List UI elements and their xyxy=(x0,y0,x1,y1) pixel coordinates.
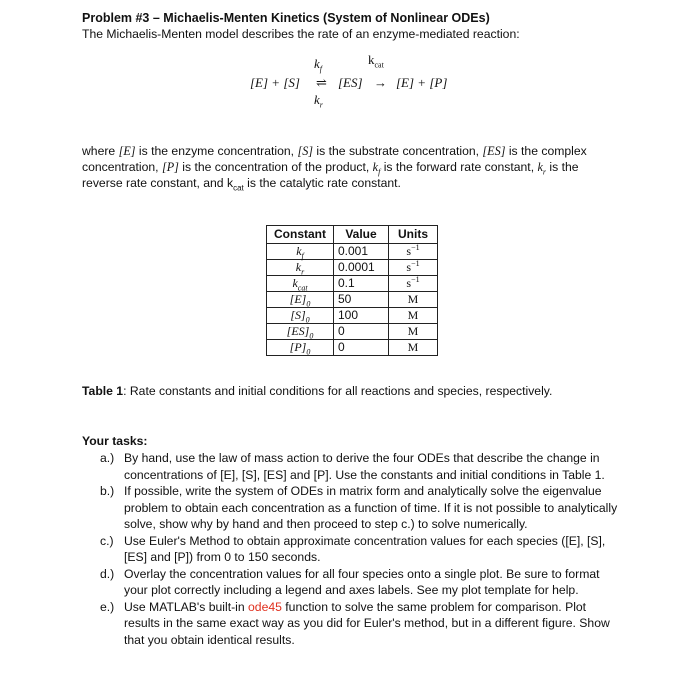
table-row xyxy=(267,324,438,340)
tasks-heading: Your tasks: xyxy=(82,434,148,448)
task-label: e.) xyxy=(100,599,115,614)
constants-table xyxy=(266,225,438,356)
reaction-equation xyxy=(250,52,470,112)
row-value: 0 xyxy=(334,340,389,356)
list-item xyxy=(100,599,620,649)
row-constant: $[E]_0$ xyxy=(267,292,334,308)
complex: [ES] xyxy=(338,75,363,90)
header-units: Units xyxy=(389,226,438,244)
row-unit: M xyxy=(389,292,438,308)
table-row xyxy=(267,292,438,308)
row-unit: M xyxy=(389,324,438,340)
list-item xyxy=(100,483,620,533)
task-text: Overlay the concentration values for all four species onto a single plot. Be sure to format your plot correctly including a legend and axes labels. See my plot template for help. xyxy=(124,566,600,597)
row-unit: M xyxy=(389,340,438,356)
task-label: a.) xyxy=(100,451,115,465)
tasks-list xyxy=(100,450,620,648)
problem-title: Problem #3 – Michaelis-Menten Kinetics (System of Nonlinear ODEs) xyxy=(82,11,490,25)
table-header-row xyxy=(267,226,438,244)
forward-arrow: → xyxy=(374,75,387,90)
task-label: d.) xyxy=(100,566,115,581)
table-row xyxy=(267,244,438,260)
row-constant: $[S]_0$ xyxy=(267,308,334,324)
table-row xyxy=(267,276,438,292)
task-text: Use Euler's Method to obtain approximate concentration values for each species ([E], [S], [ES] and [P]) from 0 to 150 seconds. xyxy=(124,533,606,564)
task-text: By hand, use the law of mass action to derive the four ODEs that describe the change in concentrations of [E], [S], [ES] and [P]. Use the constants and initial conditions in Table 1. xyxy=(124,451,605,482)
products: [E] + [P] xyxy=(396,75,448,90)
row-value: 100 xyxy=(334,308,389,324)
row-constant: $k_f$ xyxy=(267,244,334,260)
table-row xyxy=(267,340,438,356)
caption-text: : Rate constants and initial conditions for all reactions and species, respectively. xyxy=(123,384,553,398)
task-label: b.) xyxy=(100,484,115,498)
caption-label: Table 1 xyxy=(82,384,124,398)
list-item xyxy=(100,450,620,483)
header-constant: Constant xyxy=(267,226,334,244)
equilibrium-arrow: ⇌ xyxy=(316,75,327,90)
task-text: If possible, write the system of ODEs in matrix form and analytically solve the eigenvalue problem to obtain each concentration as a function of time. If it is not possible to analytically solve, show why by hand and then proceed to step c.) to solve numerically. xyxy=(124,484,618,531)
kr-label: $k_r$ xyxy=(314,92,323,110)
row-unit: $s^{-1}$ xyxy=(389,260,438,276)
row-unit: M xyxy=(389,308,438,324)
kf-label: $k_f$ xyxy=(314,56,323,74)
table-row xyxy=(267,308,438,324)
kcat-label: $k_{cat}$ xyxy=(368,52,384,70)
row-value: 0 xyxy=(334,324,389,340)
header-value: Value xyxy=(334,226,389,244)
row-unit: $s^{-1}$ xyxy=(389,276,438,292)
table-row xyxy=(267,260,438,276)
list-item xyxy=(100,566,620,599)
row-value: 50 xyxy=(334,292,389,308)
row-unit: $s^{-1}$ xyxy=(389,244,438,260)
row-value: 0.001 xyxy=(334,244,389,260)
intro-text: The Michaelis-Menten model describes the rate of an enzyme-mediated reaction: xyxy=(82,27,520,41)
row-constant: $[ES]_0$ xyxy=(267,324,334,340)
row-value: 0.1 xyxy=(334,276,389,292)
description-paragraph: where [E] is the enzyme concentration, [S] is the substrate concentration, [ES] is the complex concentration, [P] is the concentration of the product, $k_f$ is the forward rate constant, $k_r$ is the reverse rate constant, and $k_{cat}$ is the catalytic rate constant. xyxy=(82,144,587,193)
row-constant: $k_{cat}$ xyxy=(267,276,334,292)
list-item xyxy=(100,533,620,566)
row-value: 0.0001 xyxy=(334,260,389,276)
ode45-highlight: ode45 xyxy=(248,599,282,614)
reactants: [E] + [S] xyxy=(250,75,300,90)
table-caption xyxy=(82,383,552,399)
task-text: Use MATLAB's built-in ode45 function to solve the same problem for comparison. Plot results in the same exact way as you did for Euler's method, but in a different figure. Show that you obtain identical results. xyxy=(124,599,610,647)
task-label: c.) xyxy=(100,533,114,548)
row-constant: $k_r$ xyxy=(267,260,334,276)
row-constant: $[P]_0$ xyxy=(267,340,334,356)
